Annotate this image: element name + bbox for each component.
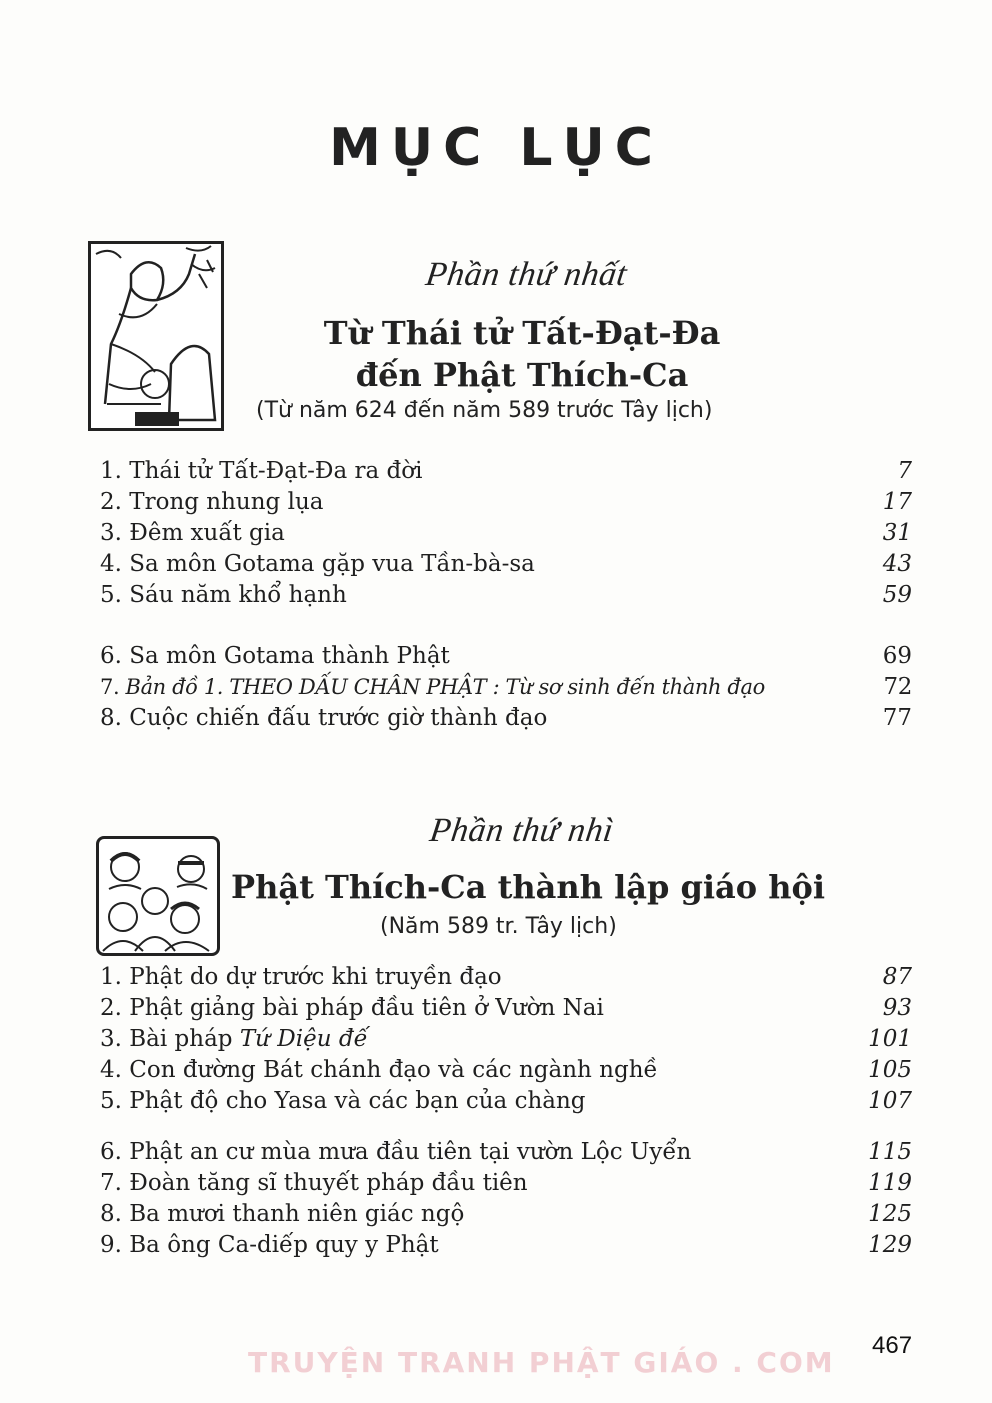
toc-entry[interactable]: 8. Ba mươi thanh niên giác ngộ 125 (100, 1201, 912, 1227)
woman-tree-icon (91, 244, 221, 428)
part1-title-line2: đến Phật Thích-Ca (355, 356, 689, 394)
page-ref: 105 (868, 1057, 912, 1083)
toc-entry[interactable]: 3. Đêm xuất gia 31 (100, 520, 912, 546)
toc-entry[interactable]: 5. Sáu năm khổ hạnh 59 (100, 582, 912, 608)
monks-group-icon (99, 839, 217, 953)
toc-entry[interactable]: 2. Phật giảng bài pháp đầu tiên ở Vườn Nai 93 (100, 995, 912, 1021)
page-ref: 69 (882, 643, 912, 669)
page-ref: 43 (882, 551, 912, 577)
toc-entry[interactable]: 1. Thái tử Tất-Đạt-Đa ra đời 7 (100, 458, 912, 484)
part1-subtitle: (Từ năm 624 đến năm 589 trước Tây lịch) (256, 398, 713, 423)
toc-entry[interactable]: 6. Phật an cư mùa mưa đầu tiên tại vườn Lộc Uyển 115 (100, 1139, 912, 1165)
toc-entry[interactable]: 9. Ba ông Ca-diếp quy y Phật 129 (100, 1232, 912, 1258)
part1-toc (100, 458, 912, 736)
toc-entry[interactable]: 4. Con đường Bát chánh đạo và các ngành nghề 105 (100, 1057, 912, 1083)
part1-title-line1: Từ Thái tử Tất-Đạt-Đa (323, 314, 721, 352)
page-ref: 129 (868, 1232, 912, 1258)
page-ref: 119 (868, 1170, 912, 1196)
page-ref: 77 (882, 705, 912, 731)
page-title: MỤC LỤC (329, 118, 663, 178)
page-ref: 87 (882, 964, 912, 990)
page-ref: 17 (882, 489, 912, 515)
page-ref: 115 (868, 1139, 912, 1165)
part1-illustration (88, 241, 224, 431)
part2-label: Phần thứ nhì (427, 812, 616, 849)
toc-entry-map[interactable]: 7. Bản đồ 1. THEO DẤU CHÂN PHẬT : Từ sơ sinh đến thành đạo 72 (100, 674, 912, 700)
page-ref: 125 (868, 1201, 912, 1227)
toc-entry[interactable]: 4. Sa môn Gotama gặp vua Tần-bà-sa 43 (100, 551, 912, 577)
page-ref: 7 (897, 458, 912, 484)
toc-entry[interactable]: 2. Trong nhung lụa 17 (100, 489, 912, 515)
part2-title: Phật Thích-Ca thành lập giáo hội (231, 868, 825, 906)
part2-illustration (96, 836, 220, 956)
toc-entry[interactable]: 6. Sa môn Gotama thành Phật 69 (100, 643, 912, 669)
page-number: 467 (872, 1332, 913, 1359)
page-ref: 72 (883, 674, 912, 700)
page-ref: 93 (882, 995, 912, 1021)
part2-toc (100, 964, 912, 1263)
watermark: TRUYỆN TRANH PHẬT GIÁO . COM (248, 1346, 835, 1379)
page-ref: 59 (882, 582, 912, 608)
part1-label: Phần thứ nhất (423, 256, 630, 293)
toc-entry[interactable]: 7. Đoàn tăng sĩ thuyết pháp đầu tiên 119 (100, 1170, 912, 1196)
page-ref: 107 (868, 1088, 912, 1114)
part2-subtitle: (Năm 589 tr. Tây lịch) (380, 914, 617, 939)
page-ref: 101 (868, 1026, 912, 1052)
toc-entry[interactable]: 1. Phật do dự trước khi truyền đạo 87 (100, 964, 912, 990)
toc-entry[interactable]: 8. Cuộc chiến đấu trước giờ thành đạo 77 (100, 705, 912, 731)
page-ref: 31 (882, 520, 912, 546)
toc-entry[interactable]: 5. Phật độ cho Yasa và các bạn của chàng 107 (100, 1088, 912, 1114)
toc-entry[interactable]: 3. Bài pháp Tứ Diệu đế 101 (100, 1026, 912, 1052)
